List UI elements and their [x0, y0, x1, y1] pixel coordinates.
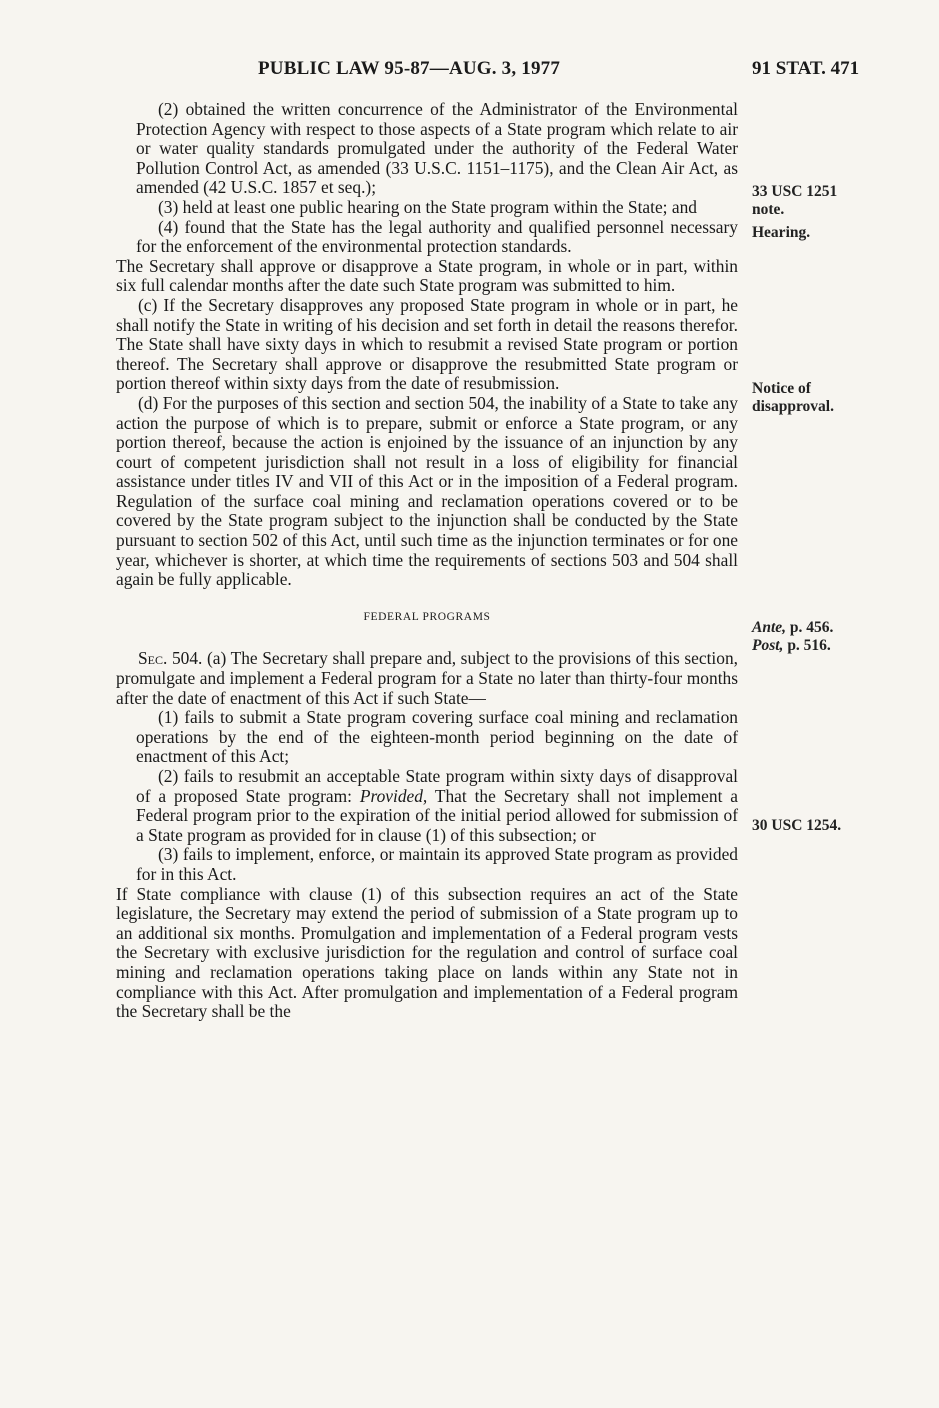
running-head-title: PUBLIC LAW 95-87—AUG. 3, 1977: [258, 58, 561, 79]
section-504-a: [116, 649, 738, 708]
page-header: [0, 58, 939, 84]
margin-note-line: disapproval.: [752, 398, 834, 415]
body-text: [116, 100, 738, 1022]
provided-italic: Provided,: [359, 785, 428, 806]
margin-note-hearing: [752, 224, 810, 242]
margin-note-ante-post: [752, 619, 833, 655]
clause-3-fails-implement: (3) fails to implement, enforce, or maintain its approved State program as provided for in this Act.: [136, 844, 738, 884]
margin-note-line: Notice of: [752, 380, 811, 397]
clause-2-text-b: That the Secretary shall not implement a Federal program prior to the expiration of the initial period allowed for submission of a State program as provided for in clause (1) of this subsection; or: [136, 785, 738, 845]
margin-note-line: [752, 619, 833, 637]
section-heading: FEDERAL PROGRAMS: [363, 610, 491, 623]
clause-1-fails-submit: (1) fails to submit a State program covering surface coal mining and reclamation operations by the end of the eighteen-month period beginning on the date of enactment of this Act;: [136, 707, 738, 767]
section-label: Sec. 504.: [138, 648, 203, 669]
subsection-c: (c) If the Secretary disapproves any proposed State program in whole or in part, he shall notify the State in writing of his decision and set forth in detail the reasons therefor. The State shall have sixty days in which to resubmit a revised State program or portion thereof. The Secretary shall approve or disapprove the resubmitted State program or portion thereof within sixty days from the date of resubmission.: [116, 294, 738, 394]
clause-3-hearing: (3) held at least one public hearing on the State program within the State; and: [158, 196, 697, 217]
margin-note-notice-of-disapproval: [752, 380, 834, 416]
clause-4-authority: (4) found that the State has the legal authority and qualified personnel necessary for the enforcement of the environmental protection standards.: [136, 216, 738, 257]
margin-note-line: note.: [752, 201, 785, 218]
clause-2-text-a: (2) fails to resubmit an acceptable State program within sixty days of disapproval of a proposed State program:: [136, 766, 738, 806]
section-504-a-text: (a) The Secretary shall prepare and, subject to the provisions of this section, promulgate and implement a Federal program for a State no later than thirty-four months after the date of enactment of this Act if such State—: [116, 648, 738, 708]
margin-note-line: 30 USC 1254.: [752, 817, 842, 834]
clause-2-administrator: (2) obtained the written concurrence of the Administrator of the Environmental Protection Agency with respect to those aspects of a State program which relate to air or water quality standards promulgated under the authority of the Federal Water Pollution Control Act, as amended (33 U.S.C. 1151–1175), and the Clean Air Act, as amended (42 U.S.C. 1857 et seq.);: [136, 99, 738, 198]
ante-label: Ante,: [752, 619, 787, 636]
statute-page-number: 91 STAT. 471: [752, 58, 860, 79]
post-label: Post,: [752, 637, 784, 654]
margin-note-30-usc-1254: [752, 817, 841, 835]
post-page: p. 516.: [783, 637, 831, 654]
margin-note-line: Hearing.: [752, 224, 811, 241]
subsection-d: (d) For the purposes of this section and section 504, the inability of a State to take any action the purpose of which is to prepare, submit or enforce a State program, or any portion thereof, because the action is enjoined by the issuance of an injunction by any court of competent jurisdiction shall not result in a loss of eligibility for financial assistance under titles IV and VII of this Act or in the imposition of a Federal program. Regulation of the surface coal mining and reclamation operations covered or to be covered by the State program subject to the injunction shall be conducted by the State pursuant to section 502 of this Act, until such time as the injunction terminates or for one year, whichever is shorter, at which time the requirements of sections 503 and 504 shall again be fully applicable.: [116, 392, 738, 590]
margin-note-33-usc-1251: [752, 183, 837, 219]
clause-2-fails-resubmit: [94, 767, 738, 845]
ante-page: p. 456.: [786, 619, 834, 636]
compliance-paragraph: If State compliance with clause (1) of this subsection requires an act of the State legislature, the Secretary may extend the period of submission of a State program up to an additional six months. Promulgation and implementation of a Federal program vests the Secretary with exclusive jurisdiction for the regulation and control of surface coal mining and reclamation operations taking place on lands within any State not in compliance with this Act. After promulgation and implementation of a Federal program the Secretary shall be the: [116, 883, 738, 1022]
margin-note-line: [752, 637, 833, 655]
margin-note-line: 33 USC 1251: [752, 183, 838, 200]
approval-paragraph: The Secretary shall approve or disapprove a State program, in whole or in part, within six full calendar months after the date such State program was submitted to him.: [116, 255, 738, 296]
